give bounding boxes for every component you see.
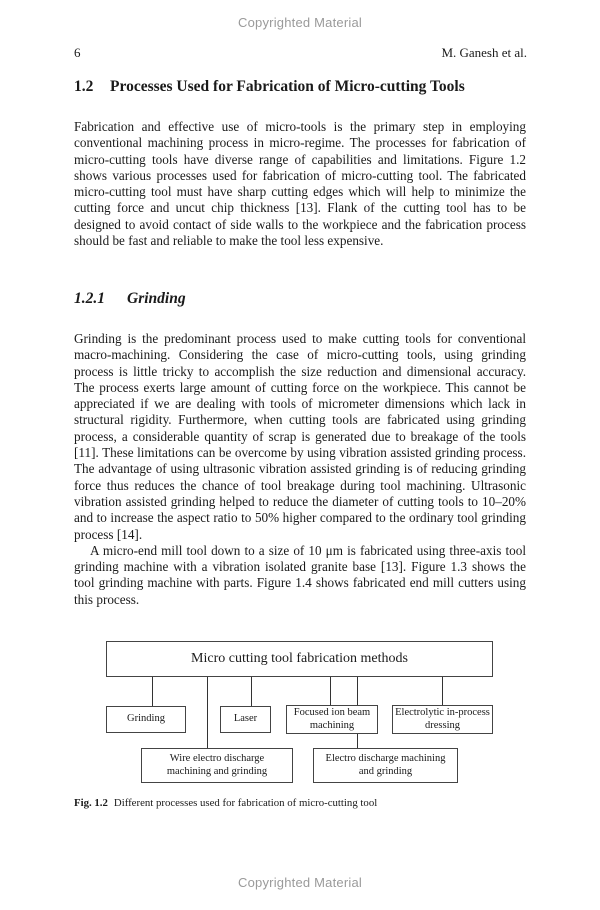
connector-line	[442, 676, 443, 706]
connector-line	[330, 676, 331, 706]
figure-caption-text: Different processes used for fabrication of micro-cutting tool	[113, 797, 378, 809]
section-number: 1.2	[74, 78, 94, 95]
subsection-number: 1.2.1	[74, 290, 105, 307]
connector-line	[152, 676, 153, 707]
page-number: 6	[74, 45, 81, 60]
section-paragraph: Fabrication and effective use of micro-tools is the primary step in employing conventional machining process in micro-regime. The processes for fabrication of micro-cutting tools have diverse range of capabilities and limitations. Figure 1.2 shows various processes used for fabrication of micro-cutting tool. The fabricated micro-cutting tool must have sharp cutting edges which will help to minimize the cutting force and uncut chip thickness [13]. Flank of the cutting tool has to be designed to avoid contact of side walls to the workpiece and the fabrication process should be fast and reliable to make the tool less expensive.	[74, 119, 526, 249]
figure-label: Fig. 1.2	[74, 797, 108, 809]
connector-line	[251, 676, 252, 707]
section-title: Processes Used for Fabrication of Micro-cutting Tools	[110, 78, 465, 95]
watermark-bottom: Copyrighted Material	[238, 875, 362, 890]
running-head-authors: M. Ganesh et al.	[441, 45, 527, 60]
subsection-paragraph-1: Grinding is the predominant process used to make cutting tools for conventional macro-machining. Considering the case of micro-cutting tools, using grinding process is little tricky to accomplish the size reduction and dimensional accuracy. The process exerts large amount of cutting force on the workpiece. This cannot be appreciated if we are dealing with tools of micrometer dimensions which lack in structural rigidity. Furthermore, when cutting tools are fabricated using grinding process, a considerable quantity of scrap is generated due to breakage of the tools [11]. These limitations can be overcome by using vibration assisted grinding process. The advantage of using ultrasonic vibration assisted grinding is of reducing grinding force thus reduces the chance of tool breakage during tool machining. Ultrasonic vibration assisted grinding helped to reduce the diameter of cutting tools to 10–20% and to increase the aspect ratio to 50% higher compared to the ordinary tool grinding process [14].	[74, 331, 526, 542]
method-box-electrolytic-dressing: Electrolytic in-process dressing	[392, 705, 493, 734]
method-box-grinding: Grinding	[106, 706, 186, 733]
figure-caption	[74, 797, 377, 809]
method-box-edm-grinding: Electro discharge machining and grinding	[313, 748, 458, 783]
diagram-root-box: Micro cutting tool fabrication methods	[106, 641, 493, 677]
method-box-laser: Laser	[220, 706, 271, 733]
method-box-focused-ion-beam: Focused ion beam machining	[286, 705, 378, 734]
connector-line	[207, 676, 208, 749]
subsection-title: Grinding	[127, 290, 186, 307]
subsection-paragraph-2: A micro-end mill tool down to a size of 10 μm is fabricated using three-axis tool grinding machine with a vibration isolated granite base [13]. Figure 1.3 shows the tool grinding machine with parts. Figure 1.4 shows fabricated end mill cutters using this process.	[74, 542, 526, 607]
method-box-wire-edm-grinding: Wire electro discharge machining and grinding	[141, 748, 293, 783]
watermark-top: Copyrighted Material	[238, 15, 362, 30]
